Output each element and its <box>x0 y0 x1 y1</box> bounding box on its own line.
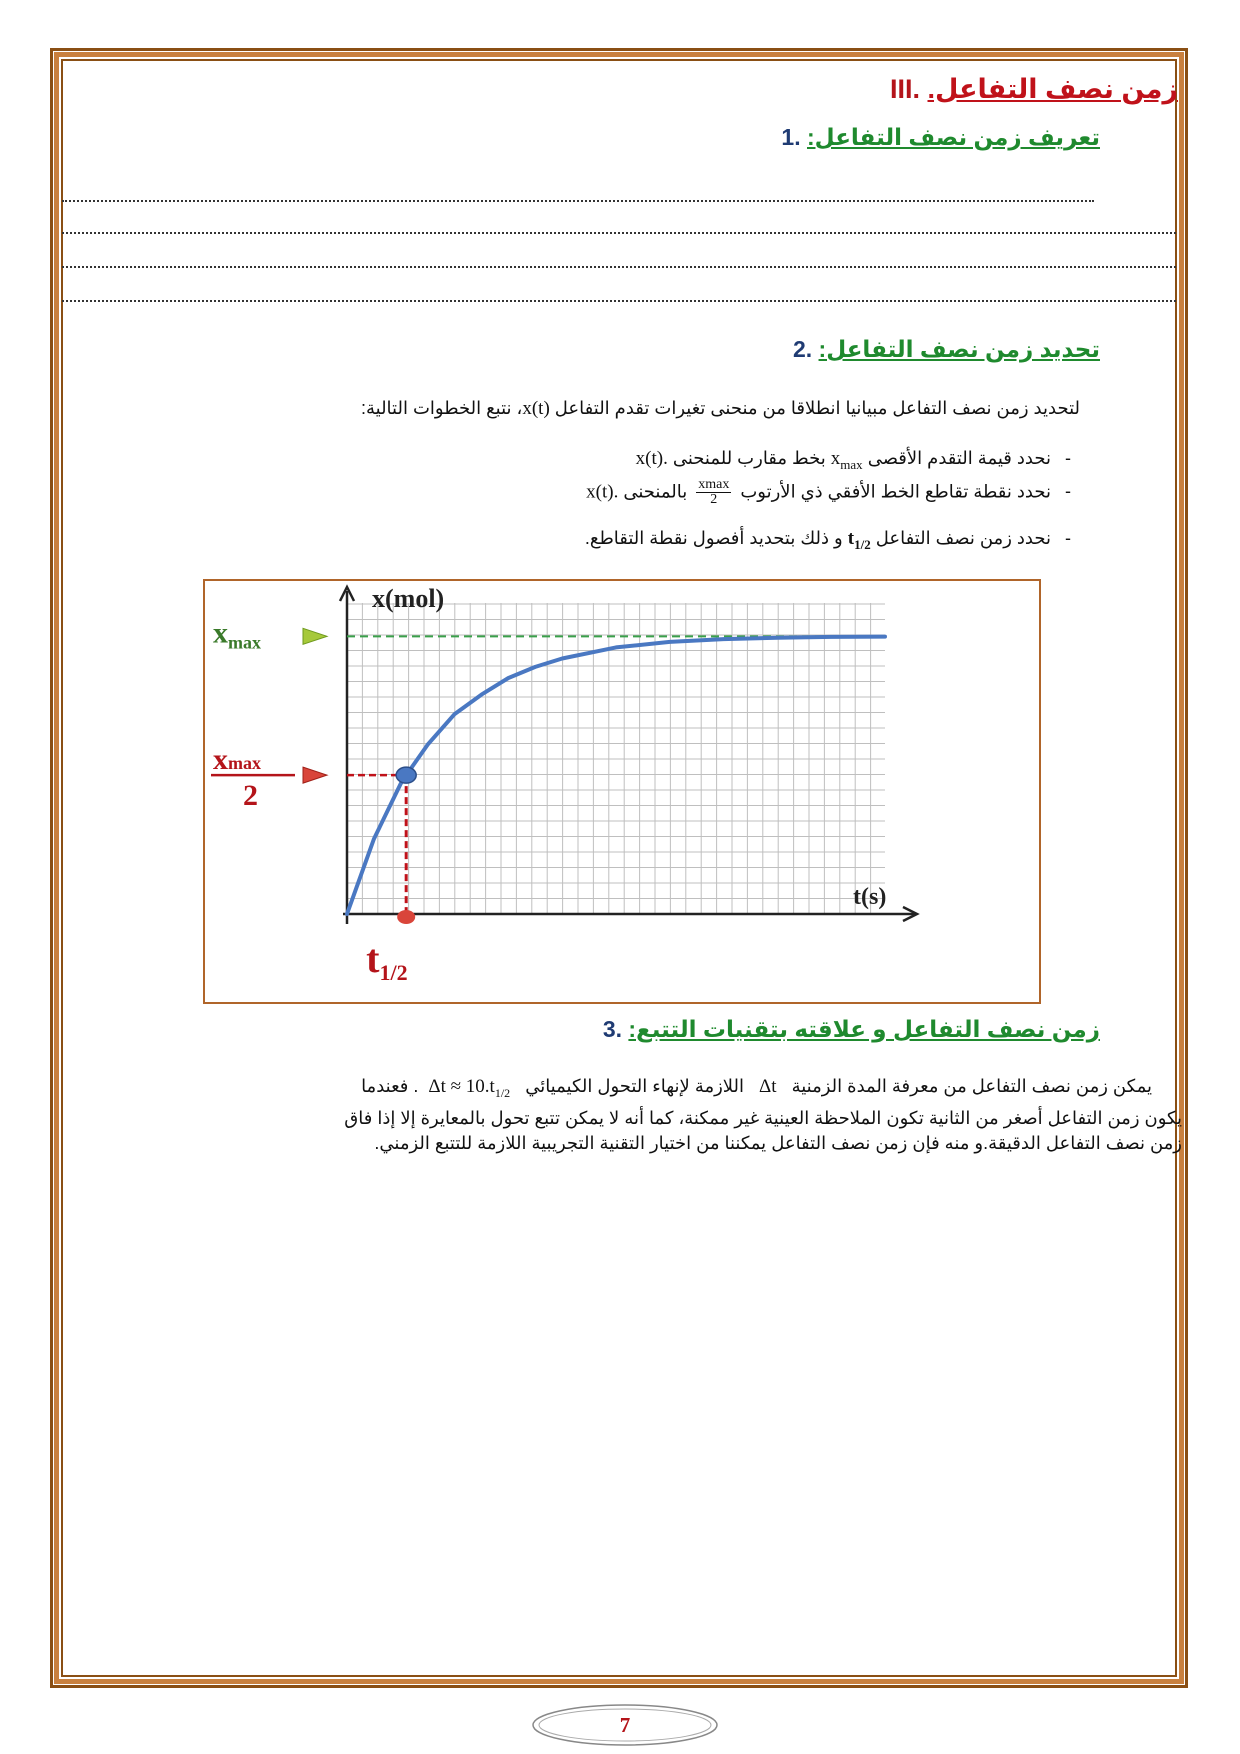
body-relation: $\Delta t \approx 10.t_{1/2}$ <box>428 1076 511 1100</box>
subheading-1 <box>773 124 1100 151</box>
body-line-1-a: يمكن زمن نصف التفاعل من معرفة المدة الزمنية <box>791 1076 1152 1096</box>
subheading-2-number: .2 <box>792 336 813 362</box>
intro-text-before: لتحديد زمن نصف التفاعل مبيانيا انطلاقا من منحنى تغيرات تقدم التفاعل <box>554 398 1080 418</box>
subheading-2 <box>785 336 1100 363</box>
subheading-3-title: زمن نصف التفاعل و علاقته بتقنيات التتبع: <box>628 1016 1100 1042</box>
step-1-tail: x(t). <box>635 448 668 469</box>
xmax-label-sub: max <box>228 632 261 653</box>
section-heading <box>880 74 1178 105</box>
body-line-1-b: اللازمة لإنهاء التحول الكيميائي <box>525 1076 745 1096</box>
intro-symbol: x(t) <box>522 398 550 419</box>
body-delta-t: Δt <box>759 1076 777 1097</box>
step-3-after: و ذلك بتحديد أفصول نقطة التقاطع. <box>584 528 843 548</box>
step-1-dash: - <box>1065 448 1071 468</box>
body-line-1-c: . فعندما <box>361 1076 419 1096</box>
y-axis-label: x(mol) <box>372 584 445 613</box>
body-line-2: يكون زمن التفاعل أصغر من الثانية تكون الملاحظة العينية غير ممكنة، كما أنه لا يمكن تتبع تحول بالمعايرة إلا إذا فاق <box>344 1107 1182 1128</box>
t-half-label: $t_{1/2}$ <box>366 936 408 985</box>
half-life-chart-frame <box>203 579 1041 1004</box>
answer-line-3 <box>62 262 1176 268</box>
step-2 <box>586 478 1080 507</box>
step-2-fraction-bottom: 2 <box>710 492 718 507</box>
subheading-2-title: تحديد زمن نصف التفاعل: <box>818 336 1100 362</box>
intro-text-after: ، نتبع الخطوات التالية: <box>360 398 523 418</box>
step-3 <box>585 528 1080 553</box>
half-label-top: xmax <box>213 743 261 777</box>
body-line-3: زمن نصف التفاعل الدقيقة.و منه فإن زمن نصف التفاعل يمكننا من اختيار التقنية التجريبية اللازمة للتتبع الزمني. <box>374 1132 1182 1153</box>
half-life-point <box>396 767 416 783</box>
step-1-after: بخط مقارب للمنحنى <box>672 448 826 468</box>
step-1-before: نحدد قيمة التقدم الأقصى <box>867 448 1051 468</box>
step-1 <box>636 448 1080 473</box>
step-2-fraction <box>696 478 731 507</box>
answer-line-1 <box>62 196 1094 202</box>
section-title: زمن نصف التفاعل. <box>927 74 1178 104</box>
body-line-1 <box>72 1074 1182 1106</box>
subheading-1-number: .1 <box>781 124 801 150</box>
chart-grid <box>347 603 885 914</box>
page-number-badge <box>530 1702 720 1748</box>
step-2-before: نحدد نقطة تقاطع الخط الأفقي ذي الأرتوب <box>740 481 1051 502</box>
answer-line-2 <box>62 228 1176 234</box>
step-3-symbol: $t_{1/2}$ <box>847 528 871 552</box>
step-1-symbol: $x_{max}$ <box>830 448 863 472</box>
page-number: 7 <box>619 1713 631 1737</box>
answer-line-4 <box>62 296 1176 302</box>
x-axis-label: t(s) <box>853 884 887 910</box>
half-pointer-arrow <box>303 767 327 783</box>
chart-labels <box>211 584 886 985</box>
half-label-bottom: 2 <box>243 779 258 813</box>
subheading-1-title: تعريف زمن نصف التفاعل: <box>807 124 1100 150</box>
advancement-curve <box>347 637 885 914</box>
chart-marks <box>303 628 885 924</box>
body-paragraph <box>72 1074 1182 1156</box>
section-numeral: III. <box>889 74 920 104</box>
half-life-chart <box>205 581 1039 1002</box>
subheading-3 <box>595 1016 1100 1043</box>
intro-sentence <box>361 396 1080 421</box>
step-3-before: نحدد زمن نصف التفاعل <box>875 528 1051 548</box>
subheading-3-number: .3 <box>602 1016 623 1042</box>
step-2-after: بالمنحنى <box>623 481 688 502</box>
step-2-fraction-top: xmax <box>698 477 730 492</box>
t-half-label-sub: 1/2 <box>379 960 408 985</box>
step-3-dash: - <box>1065 528 1071 548</box>
step-2-tail: x(t). <box>586 481 619 503</box>
step-2-dash: - <box>1065 481 1071 502</box>
half-label-top-sub: max <box>228 753 261 774</box>
xmax-pointer-arrow <box>303 628 327 644</box>
t-half-point <box>397 910 415 924</box>
xmax-label: $x_{max}$ <box>213 616 261 653</box>
